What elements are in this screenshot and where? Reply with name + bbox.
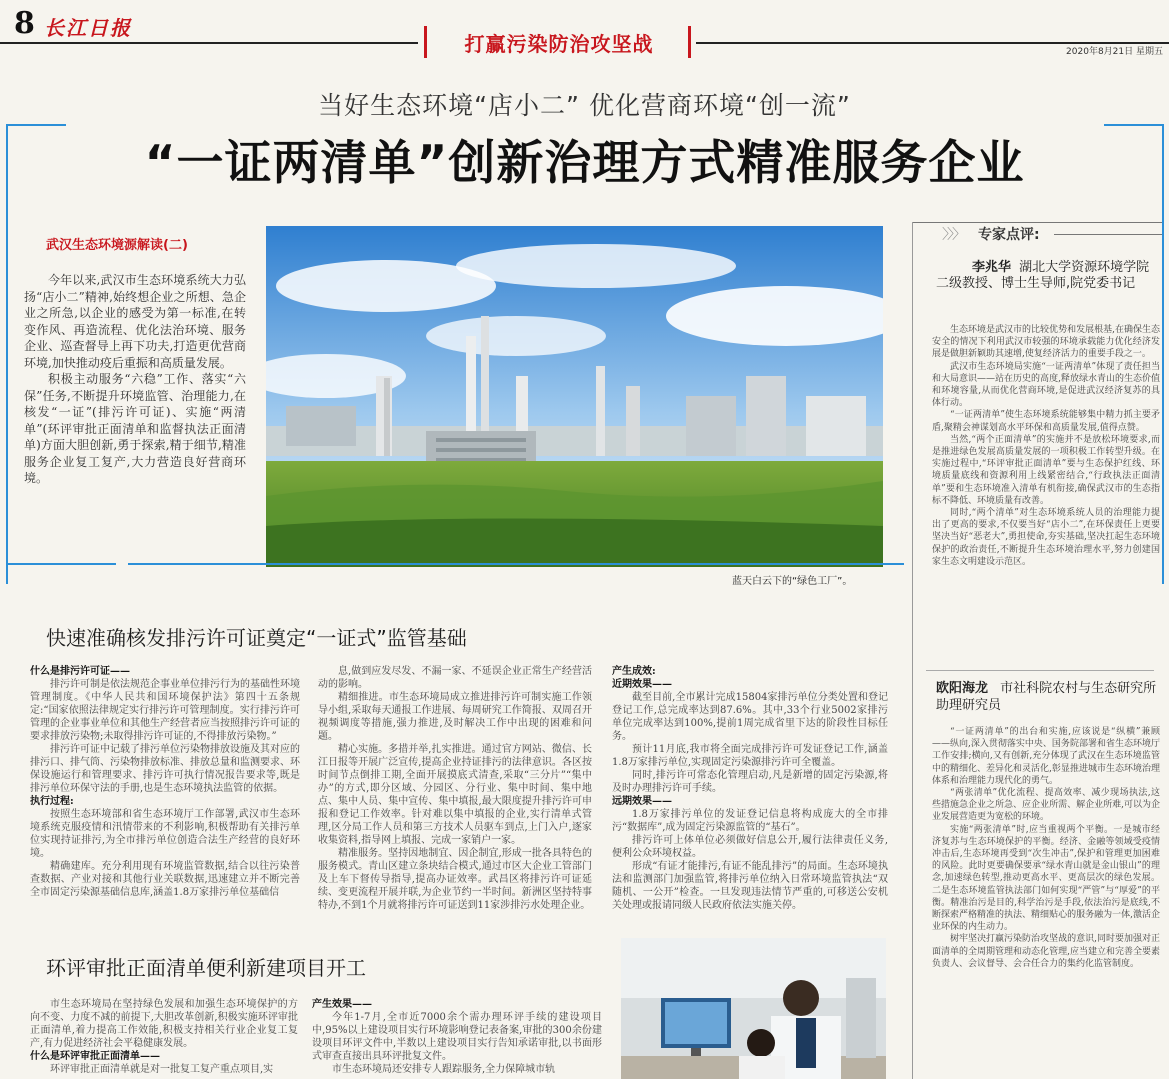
paragraph: 截至目前,全市累计完成15804家排污单位分类处置和登记登记工作,总完成率达到87.6%。其中,33个行业5002家排污单位完成率达到100%,提前1周完成省里下达的阶段性目标任务。 [612, 692, 888, 742]
paragraph: 形成“有证才能排污,有证不能乱排污”的局面。生态环境执法和监测部门加强监管,将排污单位纳入日常环境监管执法“双随机、一公开”检查。一旦发现违法情节严重的,可移送公安机关处理或报请同级人民政府依法实施关停。 [612, 861, 888, 911]
paragraph: 精准服务。坚持因地制宜、因企制宜,形成一批各具特色的服务模式。青山区建立条块结合模式,通过市区大企业工管部门及上车下督传导指导,提高办证效率。武昌区将排污许可证延续、变更流程开展并联,为企业节约一半时间。新洲区坚持特事特办,不到1个月就将排污许可证送到11家涉排污水处理企业。 [318, 848, 592, 911]
subhead: 执行过程: [30, 796, 74, 807]
paragraph: 精心实施。多措并举,扎实推进。通过官方网站、微信、长江日报等开展广泛宣传,提高企业持证排污的法律意识。各区按时间节点倒排工期,全面开展摸底式清查,采取“三分片”“集中办”的方式,即分区域、分园区、分行业、集中时间、集中地点、集中人员、集中宣传、集中填报,最大限度提升排污许可申报和登记工作效率。针对难以集中填报的企业,实行清单式管理,区分局工作人员和第三方技术人员驱车到点,上门入户,逐家收集资料,指导网上填报、完成一家销户一家。 [318, 744, 592, 846]
paragraph: 预计11月底,我市将全面完成排污许可发证登记工作,涵盖1.8万家排污单位,实现固定污染源排污许可全覆盖。 [612, 744, 888, 768]
factory-photo-illustration [266, 226, 883, 567]
paragraph: 精确建库。充分利用现有环境监管数据,结合以往污染普查数据、产业对接和其他行业关联数据,迅速建立并不断完善全市固定污染源基础信息库,涵盖1.8万家排污单位基础信 [30, 861, 300, 898]
expert1-byline [936, 260, 1158, 292]
headline-main: “一证两清单”创新治理方式精准服务企业 [144, 136, 1025, 191]
expert-divider [926, 670, 1154, 671]
paragraph: 排污许可制是依法规范企事业单位排污行为的基础性环境管理制度。《中华人民共和国环境保护法》第四十五条规定:“国家依照法律规定实行排污许可管理制度。实行排污许可管理的企业事业单位和其他生产经营者应当按照排污许可证的要求排放污染物;未取得排污许可证的,不得排放污染物。” [30, 679, 300, 742]
subhead: 近期效果—— [612, 679, 672, 690]
expert-header-rule [1054, 234, 1162, 235]
paragraph: 1.8万家排污单位的发证登记信息将构成庞大的全市排污“数据库”,成为固定污染源监管的“基石”。 [612, 809, 888, 833]
masthead-rule-left [0, 42, 418, 44]
paragraph: 生态环境是武汉市的比较优势和发展根基,在确保生态安全的情况下利用武汉市较强的环境承载能力优化经济发展是做胆新颖助其速增,使复经济活力的重要手段之一。 [932, 325, 1160, 360]
paragraph: 市生态环境局还安排专人跟踪服务,全力保障城市轨 [332, 1064, 556, 1075]
subhead: 什么是环评审批正面清单—— [30, 1051, 160, 1062]
paragraph: 环评审批正面清单就是对一批复工复产重点项目,实 [50, 1064, 274, 1075]
subhead: 产生效果—— [312, 999, 372, 1010]
subhead: 什么是排污许可证—— [30, 666, 130, 677]
paragraph: 实施“两张清单”时,应当重视两个平衡。一是城市经济复苏与生态环境保护的平衡。经济、金融等领域受疫情冲击后,生态环境再受到“次生冲击”,保护和管理更加困难的风险。此时更要确保要承“绿水青山就是金山银山”的理念,加速绿色转型,推动更高水平、更高层次的绿色发展。二是生态环境监管执法部门如何实现“严管”与“厚爱”的平衡。精准治污是目的,科学治污是手段,依法治污是底线,不断探索严格精准的执法、精细贴心的服务融为一体,激活企业环保的内生动力。 [932, 824, 1160, 933]
expert2-name: 欧阳海龙 [936, 681, 989, 696]
issue-date: 2020年8月21日 星期五 [1066, 47, 1163, 57]
paragraph: 精细推进。市生态环境局成立推进排污许可制实施工作领导小组,采取每天通报工作进展、每周研究工作简报、双周召开视频调度等措施,强力推进,及时解决工作中出现的困难和问题。 [318, 692, 592, 742]
sidebar-arrows-icon: 〉〉〉 [942, 227, 964, 243]
office-photo-illustration [621, 938, 886, 1079]
intro-paragraph: 今年以来,武汉市生态环境系统大力弘扬“店小二”精神,始终想企业之所想、急企业之所急,以企业的感受为第一标准,在转变作风、再造流程、优化法治环境、服务企业、巡查督导上再下功夫,打造更优营商环境,加快推动疫后重振和高质量发展。 [24, 273, 246, 370]
factory-photo [266, 226, 883, 567]
subhead: 产生成效: [612, 666, 656, 677]
paper-name-logo: 长江日报 [44, 16, 132, 40]
masthead [0, 0, 1169, 62]
article1-col3 [612, 665, 888, 912]
column-label: 武汉生态环境源解读(二) [46, 238, 188, 253]
paragraph: 息,做到应发尽发、不漏一家、不延误企业正常生产经营活动的影响。 [318, 666, 592, 690]
expert1-name: 李兆华 [972, 260, 1012, 275]
paragraph: 按照生态环境部和省生态环境厅工作部署,武汉市生态环境系统克服疫情和汛情带来的不利影响,积极帮助有关排污单位实现持证排污,为全市排污单位创造合法生产经营的良好环境。 [30, 809, 300, 859]
expert2-byline [936, 680, 1158, 714]
paragraph: 同时,“两个清单”对生态环境系统人员的治理能力提出了更高的要求,不仅要当好“店小二”,在环保责任上更要坚决当好“恶老大”,勇担使命,夯实基础,坚决扛起生态环境保护的政治责任,不断提升生态环境治理水平,努力创建国家生态文明建设示范区。 [932, 508, 1160, 567]
paragraph: 市生态环境局在坚持绿色发展和加强生态环境保护的方向不变、力度不减的前提下,大胆改革创新,积极实施环评审批正面清单,着力提高工作效能,积极支持相关行业企业复工复产,有力促进经济社会平稳健康发展。 [30, 999, 298, 1049]
intro-paragraph: 积极主动服务“六稳”工作、落实“六保”任务,不断提升环境监管、治理能力,在核发“一证”(排污许可证)、实施“两清单”(环评审批正面清单和监督执法正面清单)方面大胆创新,勇于探索,精于细节,精准服务企业复工复产,大力营造良好营商环境。 [24, 372, 246, 485]
paragraph: 排污许可证中记载了排污单位污染物排放设施及其对应的排污口、排气筒、污染物排放标准、排放总量和监测要求、环保设施运行和管理要求、排污许可执行情况报告要求等,既是排污单位环保守法的手册,也是生态环境执法监管的依据。 [30, 744, 300, 794]
subhead: 远期效果—— [612, 796, 672, 807]
expert1-title: 湖北大学资源环境学院二级教授、博士生导师,院党委书记 [936, 260, 1150, 291]
headline-kicker: 当好生态环境“店小二” 优化营商环境“创一流” [318, 91, 851, 120]
paragraph: “一证两清单”的出台和实施,应该说是“纵横”兼顾——纵向,深入贯彻落实中央、国务院部署和省生态环境厅工作安排;横向,又有创新,充分体现了武汉在生态环境监管中的精细化、差异化和灵活化,彰显推进城市生态环境治理体系和治理能力现代化的勇气。 [932, 727, 1160, 786]
sidebar-left-rule [912, 222, 913, 1079]
article1-col2 [318, 665, 592, 912]
paragraph: “两张清单”优化流程、提高效率、减少现场执法,这些措施急企业之所急、应企业所需、解企业所难,可以为企业发展营造更为宽松的环境。 [932, 788, 1160, 823]
frame-bottom-mid [128, 563, 904, 565]
frame-bottom-left [6, 563, 116, 565]
expert-sidebar [912, 222, 1162, 1079]
paragraph: 排污许可上体单位必须做好信息公开,履行法律责任义务,便利公众环境权益。 [612, 835, 888, 859]
paragraph: 当然,“两个正面清单”的实施并不是放松环境要求,而是推进绿色发展高质量发展的一项积极工作转型升级。在实施过程中,“环评审批正面清单”要与生态保护红线、环境质量底线和资源利用上线紧密结合,“行政执法正面清单”要和生态环境准入清单有机衔接,确保武汉市的生态指标不降低、环境质量有改善。 [932, 434, 1160, 506]
section-banner-bar-left [424, 26, 427, 58]
article2-col1 [30, 998, 298, 1079]
expert2-body [932, 726, 1160, 1079]
paragraph: 树牢坚决打赢污染防治攻坚战的意识,同时要加强对正面清单的全周期管理和动态化管理,应当建立和完善全要素负责人、会议督导、会合任合力的集约化监管制度。 [932, 934, 1160, 969]
frame-left [6, 124, 8, 584]
office-photo [621, 938, 886, 1079]
paragraph: 今年1-7月,全市近7000余个需办理环评手续的建设项目中,95%以上建设项目实行环境影响登记表备案,审批的300余份建设项目环评文件中,半数以上建设项目实行告知承诺审批,以书面形式审查直接出具环评批复文件。 [312, 1012, 602, 1062]
article2-col2 [312, 998, 602, 1079]
expert-header: 专家点评: [978, 227, 1040, 243]
expert1-body [932, 324, 1160, 568]
paragraph: “一证两清单”使生态环境系统能够集中精力抓主要矛盾,聚精会神谋划高水平环保和高质量发展,值得点赞。 [932, 410, 1160, 433]
sidebar-top-rule [912, 222, 1162, 223]
paragraph: 同时,排污许可常态化管理启动,凡是新增的固定污染源,将及时办理排污许可手续。 [612, 770, 888, 794]
section-banner: 打赢污染防治攻坚战 [464, 32, 654, 56]
page-number: 8 [14, 6, 35, 41]
paragraph: 武汉市生态环境局实施“一证两清单”体现了责任担当和大局意识——站在历史的高度,释放绿水青山的生态价值和环境容量,从而优化营商环境,是促进武汉经济复苏的具体行动。 [932, 361, 1160, 409]
intro-text [24, 272, 246, 487]
photo-caption: 蓝天白云下的“绿色工厂”。 [732, 576, 853, 587]
article1-title: 快速准确核发排污许可证奠定“一证式”监管基础 [46, 626, 467, 650]
expert2-title: 市社科院农村与生态研究所助理研究员 [936, 681, 1157, 713]
article2-title: 环评审批正面清单便利新建项目开工 [46, 956, 366, 980]
article1-col1 [30, 665, 300, 899]
frame-right [1162, 124, 1164, 584]
section-banner-bar-right [688, 26, 691, 58]
